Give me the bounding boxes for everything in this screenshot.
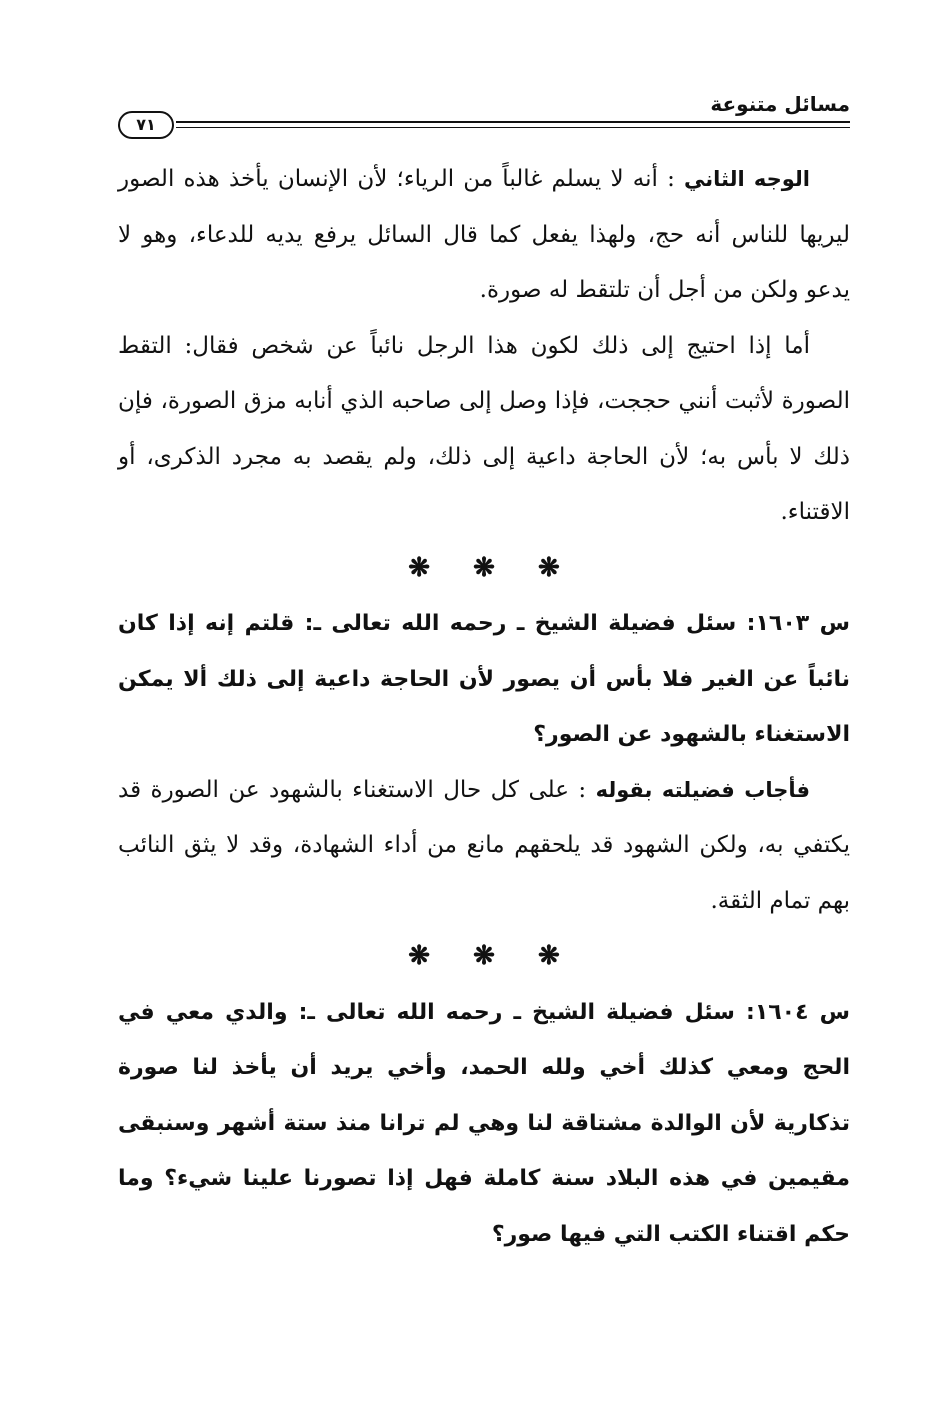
question-text: س ١٦٠٤: سئل فضيلة الشيخ ـ رحمه الله تعالى ـ: والدي معي في الحج ومعي كذلك أخي ولله الحمد، وأخي يريد أن يأخذ لنا صورة تذكارية لأن الوالدة مشتاقة لنا وهي لم ترانا منذ ستة أشهر وسنبقى مقيمين في هذه البلاد سنة كاملة فهل إذا تصورنا علينا شيء؟ وما حكم اقتناء الكتب التي فيها صور؟ bbox=[118, 999, 850, 1247]
paragraph-second-aspect bbox=[118, 152, 850, 319]
separator-star: ❋ bbox=[408, 552, 431, 583]
running-title: مسائل متنوعة bbox=[710, 92, 850, 116]
header-rule-thin bbox=[176, 127, 850, 128]
page-body bbox=[118, 152, 850, 1262]
separator-star: ❋ bbox=[473, 552, 495, 583]
separator-star: ❋ bbox=[537, 941, 560, 971]
paragraph-text: : أنه لا يسلم غالباً من الرياء؛ لأن الإنسان يأخذ هذه الصور ليريها للناس أنه حج، ولهذا يفعل كما قال السائل يرفع يديه للدعاء، وهو لا يدعو ولكن من أجل أن تلتقط له صورة. bbox=[118, 166, 850, 303]
paragraph-lead: الوجه الثاني bbox=[684, 167, 811, 191]
section-separator bbox=[118, 929, 850, 985]
answer-lead: فأجاب فضيلته بقوله bbox=[595, 777, 811, 802]
page-number: ٧١ bbox=[118, 111, 174, 139]
answer-1603 bbox=[118, 763, 850, 930]
separator-star: ❋ bbox=[408, 941, 431, 971]
separator-star: ❋ bbox=[537, 552, 560, 583]
page-header bbox=[118, 92, 850, 142]
header-rule-thick bbox=[176, 121, 850, 123]
question-1603 bbox=[118, 596, 850, 763]
paragraph-text: أما إذا احتيج إلى ذلك لكون هذا الرجل نائباً عن شخص فقال: التقط الصورة لأثبت أنني حججت، فإذا وصل إلى صاحبه الذي أنابه مزق الصورة، فإن ذلك لا بأس به؛ لأن الحاجة داعية إلى ذلك، ولم يقصد به مجرد الذكرى، أو الاقتناء. bbox=[118, 332, 850, 525]
section-separator bbox=[118, 541, 850, 597]
separator-star: ❋ bbox=[473, 941, 495, 971]
question-1604 bbox=[118, 985, 850, 1263]
paragraph-exception bbox=[118, 319, 850, 541]
question-text: س ١٦٠٣: سئل فضيلة الشيخ ـ رحمه الله تعالى ـ: قلتم إنه إذا كان نائباً عن الغير فلا بأس أن يصور لأن الحاجة داعية إلى ذلك ألا يمكن الاستغناء بالشهود عن الصور؟ bbox=[118, 611, 850, 747]
answer-text: : على كل حال الاستغناء بالشهود عن الصورة قد يكتفي به، ولكن الشهود قد يلحقهم مانع من أداء الشهادة، وقد لا يثق النائب بهم تمام الثقة. bbox=[118, 776, 850, 914]
